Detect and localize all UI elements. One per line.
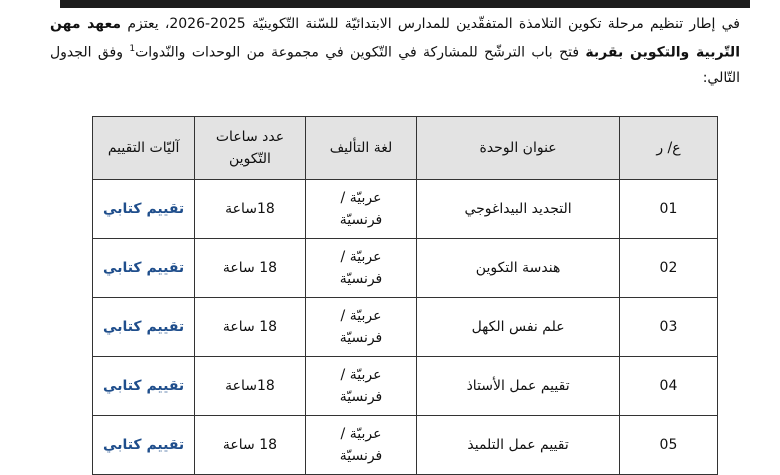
modules-table	[92, 116, 718, 475]
row-lang-2: فرنسيّة	[339, 448, 383, 464]
header-num: ع/ ر	[619, 117, 717, 180]
row-hours: 18ساعة	[195, 357, 306, 416]
row-eval: تقييم كتابي	[93, 180, 195, 239]
row-lang-1: عربيّة /	[340, 367, 382, 383]
row-lang-1: عربيّة /	[340, 249, 382, 265]
row-lang	[305, 298, 417, 357]
row-lang	[305, 357, 417, 416]
row-title: هندسة التكوين	[417, 239, 620, 298]
row-lang-2: فرنسيّة	[339, 389, 383, 405]
row-eval: تقييم كتابي	[93, 239, 195, 298]
row-eval: تقييم كتابي	[93, 357, 195, 416]
row-title: التجديد البيداغوجي	[417, 180, 620, 239]
row-hours: 18ساعة	[195, 180, 306, 239]
header-hours-line-2: التّكوين	[229, 151, 271, 167]
row-num: 05	[619, 416, 717, 475]
header-lang: لغة التأليف	[305, 117, 417, 180]
institute-name: معهد مهن التّربية والتكوين بقربة	[50, 16, 740, 61]
table-row	[93, 180, 718, 239]
row-num: 02	[619, 239, 717, 298]
row-lang-1: عربيّة /	[340, 426, 382, 442]
row-lang	[305, 239, 417, 298]
intro-line-2: فتح باب الترشّح للمشاركة في التّكوين في مجموعة من الوحدات	[191, 44, 586, 61]
row-title: تقييم عمل الأستاذ	[417, 357, 620, 416]
header-eval: آليّات التقييم	[93, 117, 195, 180]
row-lang-1: عربيّة /	[340, 190, 382, 206]
row-lang-2: فرنسيّة	[339, 212, 383, 228]
intro-line-1: في إطار تنظيم مرحلة تكوين التلامذة المتفقّدين للمدارس الابتدائيّة للسّنة التّكوينيّة 2025-2026، يعتزم	[127, 16, 741, 32]
intro-line-3-tail: وفق الجدول التّالي:	[50, 44, 740, 86]
row-lang	[305, 416, 417, 475]
row-hours: 18 ساعة	[195, 239, 306, 298]
header-bar	[60, 0, 750, 8]
row-eval: تقييم كتابي	[93, 298, 195, 357]
intro-paragraph	[50, 12, 740, 91]
row-title: تقييم عمل التلميذ	[417, 416, 620, 475]
intro-line-3: والنّدوات	[135, 44, 186, 61]
table-row	[93, 239, 718, 298]
row-eval: تقييم كتابي	[93, 416, 195, 475]
row-num: 04	[619, 357, 717, 416]
row-lang-2: فرنسيّة	[339, 330, 383, 346]
row-lang-1: عربيّة /	[340, 308, 382, 324]
table-header-row	[93, 117, 718, 180]
row-num: 01	[619, 180, 717, 239]
footnote-mark: 1	[129, 44, 136, 54]
header-hours	[195, 117, 306, 180]
row-num: 03	[619, 298, 717, 357]
table-row	[93, 298, 718, 357]
row-hours: 18 ساعة	[195, 416, 306, 475]
header-hours-line-1: عدد ساعات	[215, 129, 285, 145]
row-title: علم نفس الكهل	[417, 298, 620, 357]
row-lang	[305, 180, 417, 239]
table-row	[93, 416, 718, 475]
table-row	[93, 357, 718, 416]
header-title: عنوان الوحدة	[417, 117, 620, 180]
row-lang-2: فرنسيّة	[339, 271, 383, 287]
row-hours: 18 ساعة	[195, 298, 306, 357]
